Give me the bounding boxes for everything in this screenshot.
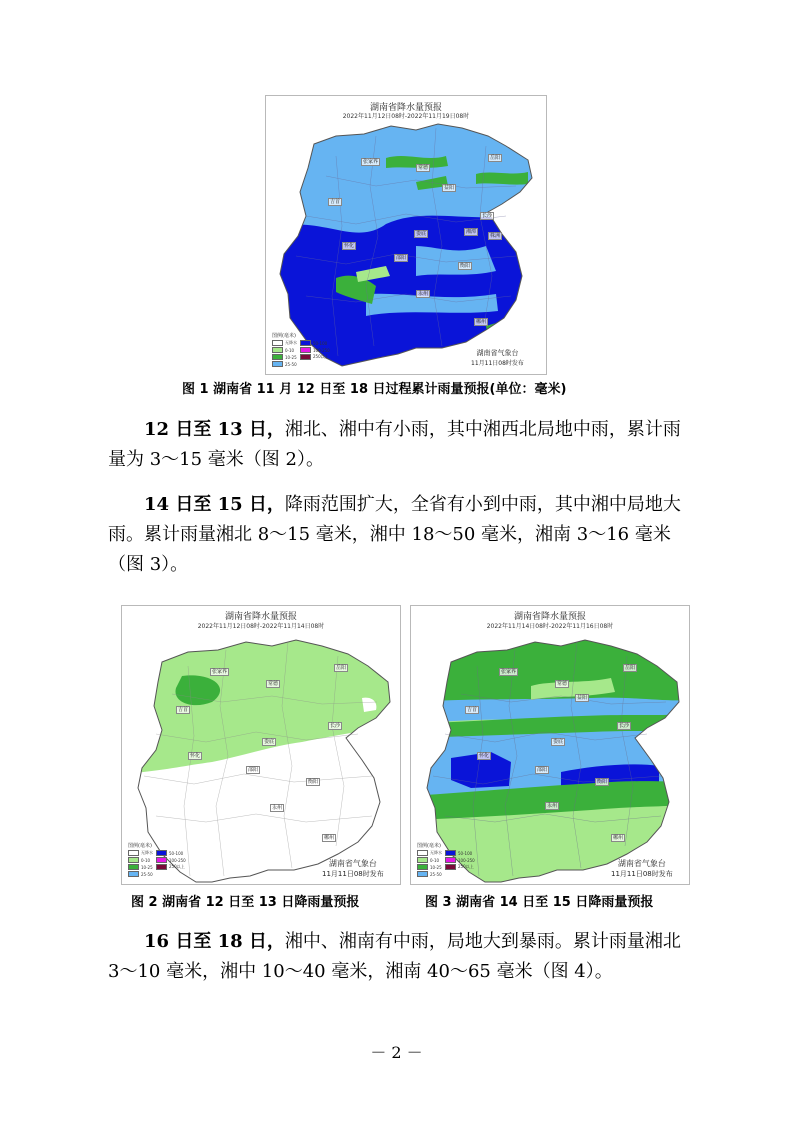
legend-item: 250以上 [156,864,182,870]
legend-item: 0-10 [128,857,154,863]
city-label: 怀化 [190,753,201,759]
legend-item: 50-100 [156,850,182,856]
city-label: 岳阳 [490,155,501,161]
legend-item: 0-10 [417,857,443,863]
paragraph-text: 降雨范围扩大，全省有小到中雨，其中湘中局地大雨。累计雨量湘北 8～15 毫米，湘中 18～50 毫米，湘南 3～16 毫米（图 3）。 [108,494,681,575]
legend-title: 图例(毫米) [272,333,296,339]
legend-item: 无降水 [128,850,154,856]
legend-item: 25-50 [272,361,298,367]
paragraph-date: 12 日至 13 日， [144,419,285,440]
city-label: 怀化 [479,753,490,759]
city-label: 衡阳 [460,263,471,269]
legend-item: 无降水 [272,340,298,346]
city-label: 张家界 [501,669,517,675]
paragraph-text: 湘北、湘中有小雨，其中湘西北局地中雨，累计雨量为 3～15 毫米（图 2）。 [108,419,681,470]
map-date: 2022年11月12日08时-2022年11月19日08时 [342,113,470,120]
city-label: 邵阳 [248,767,259,773]
paragraph-date: 14 日至 15 日， [144,494,285,515]
legend-item: 50-100 [445,850,471,856]
city-label: 常德 [557,681,568,687]
city-label: 邵阳 [396,255,407,261]
issuer-org: 湖南省气象台 [328,859,377,868]
legend-item: 100-250 [445,857,471,863]
city-label: 株洲 [490,233,501,239]
city-label: 吉首 [178,707,189,713]
city-label: 娄底 [553,739,564,745]
city-label: 郴州 [613,835,624,841]
city-label: 岳阳 [625,665,636,671]
legend-item: 10-25 [417,864,443,870]
city-label: 吉首 [467,707,478,713]
city-label: 郴州 [476,319,487,325]
legend-title: 图例(毫米) [128,843,152,849]
paragraph-date: 16 日至 18 日， [144,931,285,952]
city-label: 益阳 [577,695,588,701]
city-label: 湘潭 [466,229,477,235]
city-label: 益阳 [444,185,455,191]
city-label: 岳阳 [336,665,347,671]
issuer-time: 11月11日08时发布 [471,360,524,367]
city-label: 永州 [418,291,429,297]
map-title: 湖南省降水量预报 [369,103,442,113]
issuer-time: 11月11日08时发布 [611,870,673,878]
city-label: 吉首 [330,199,341,205]
city-label: 永州 [272,805,283,811]
city-label: 郴州 [324,835,335,841]
map-legend [128,842,186,877]
figure3-caption: 图 3 湖南省 14 日至 15 日降雨量预报 [425,895,654,910]
issuer-org: 湖南省气象台 [476,349,519,357]
issuer-org: 湖南省气象台 [617,859,666,868]
figure1-map [265,95,547,375]
paragraph-12-13 [108,415,698,475]
city-label: 衡阳 [308,779,319,785]
map-legend [417,842,475,877]
figure2-caption: 图 2 湖南省 12 日至 13 日降雨量预报 [131,895,360,910]
legend-item: 100-250 [300,347,326,353]
paragraph-16-18 [108,927,698,987]
legend-item: 无降水 [417,850,443,856]
legend-item: 250以上 [300,354,326,360]
city-label: 长沙 [482,213,493,219]
map-title: 湖南省降水量预报 [513,612,586,622]
legend-item: 10-25 [272,354,298,360]
legend-item: 10-25 [128,864,154,870]
paragraph-14-15 [108,490,698,580]
issuer-time: 11月11日08时发布 [322,870,384,878]
city-label: 常德 [268,681,279,687]
figure1-caption: 图 1 湖南省 11 月 12 日至 18 日过程累计雨量预报(单位：毫米) [182,382,567,397]
city-label: 娄底 [264,739,275,745]
city-label: 长沙 [330,723,341,729]
legend-item: 50-100 [300,340,326,346]
city-label: 张家界 [363,159,379,165]
city-label: 长沙 [619,723,630,729]
city-label: 张家界 [212,669,228,675]
figure3-map [410,605,690,885]
city-label: 娄底 [416,231,427,237]
legend-title: 图例(毫米) [417,843,441,849]
issuer-label [471,348,524,367]
legend-item: 25-50 [417,871,443,877]
page-number: － 2 － [370,1043,423,1062]
legend-item: 100-250 [156,857,182,863]
paragraph-text: 湘中、湘南有中雨，局地大到暴雨。累计雨量湘北 3～10 毫米，湘中 10～40 毫米，湘南 40～65 毫米（图 4）。 [108,931,681,982]
legend-item: 25-50 [128,871,154,877]
map-date: 2022年11月14日08时-2022年11月16日08时 [486,623,614,630]
legend-item: 250以上 [445,864,471,870]
city-label: 常德 [418,165,429,171]
legend-item: 0-10 [272,347,298,353]
issuer-label [611,858,673,879]
city-label: 衡阳 [597,779,608,785]
map-legend [272,332,330,367]
city-label: 永州 [547,803,558,809]
map-title: 湖南省降水量预报 [224,612,297,622]
figure2-map [121,605,401,885]
city-label: 邵阳 [537,767,548,773]
issuer-label [322,858,384,879]
map-date: 2022年11月12日08时-2022年11月14日08时 [197,623,325,630]
city-label: 怀化 [344,243,355,249]
